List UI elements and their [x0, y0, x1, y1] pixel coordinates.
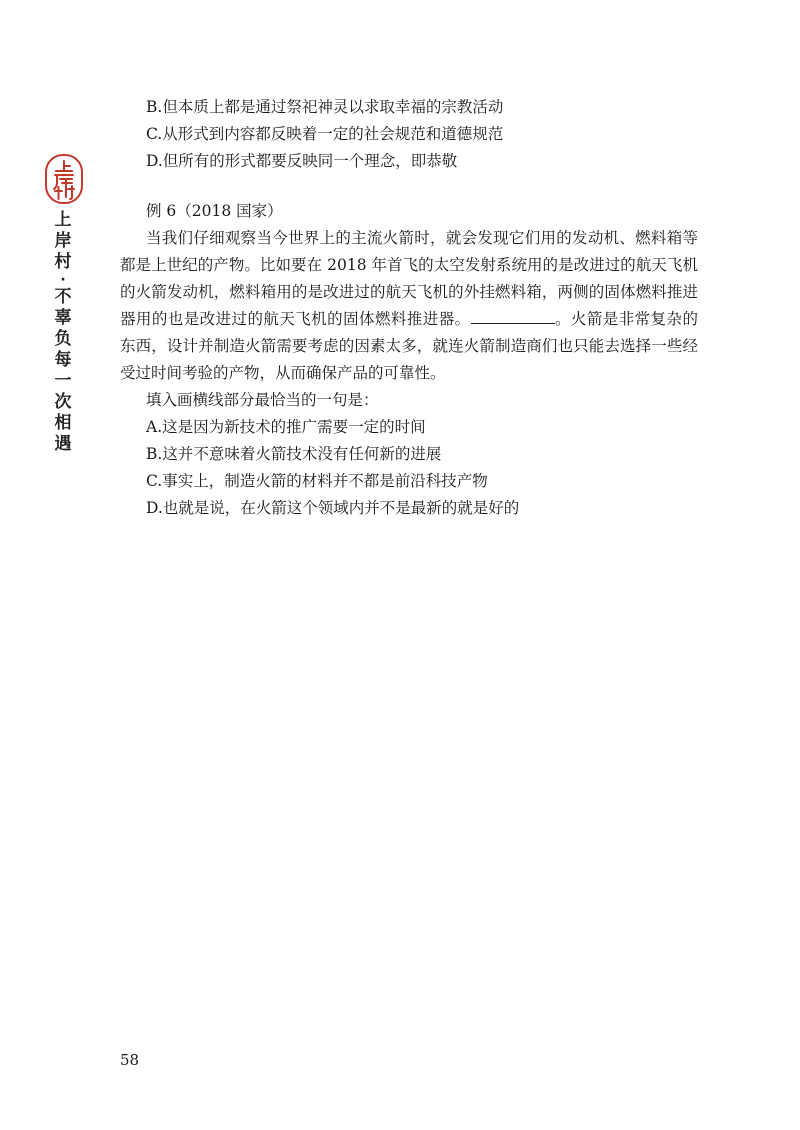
example-title: 例 6（2018 国家） — [146, 202, 283, 220]
slogan-char: 不 — [54, 287, 72, 307]
option-b: B.这并不意味着火箭技术没有任何新的进展 — [146, 445, 442, 463]
passage-before-blank: 当我们仔细观察当今世界上的主流火箭时，就会发现它们用的发动机、燃料箱等都是上世纪的产物。比如要在 2018 年首飞的太空发射系统用的是改进过的航天飞机的火箭发动机，燃料箱用的是改进过的航天飞机的外挂燃料箱，两侧的固体燃料推进器用的也是改进过的航天飞机的固体燃料推进器。 — [120, 229, 698, 328]
question-prompt: 填入画横线部分最恰当的一句是： — [146, 391, 379, 409]
example-passage — [120, 225, 698, 387]
slogan-char: 遇 — [54, 434, 72, 454]
slogan-char: 每 — [54, 350, 72, 370]
slogan-char: 辜 — [54, 308, 72, 328]
slogan-separator: · — [60, 272, 66, 288]
slogan-char: 一 — [54, 371, 72, 391]
slogan-char: 上 — [54, 210, 72, 230]
prev-option-c: C.从形式到内容都反映着一定的社会规范和道德规范 — [146, 125, 504, 143]
slogan-char: 相 — [54, 413, 72, 433]
slogan-char: 负 — [54, 329, 72, 349]
slogan-char: 村 — [54, 252, 72, 272]
page-number: 58 — [120, 1051, 140, 1069]
vertical-slogan — [53, 210, 73, 455]
prev-option-d: D.但所有的形式都要反映同一个理念，即恭敬 — [146, 152, 458, 170]
slogan-char: 岸 — [54, 231, 72, 251]
option-c: C.事实上，制造火箭的材料并不都是前沿科技产物 — [146, 472, 488, 490]
slogan-char: 次 — [54, 392, 72, 412]
answer-blank — [471, 309, 555, 324]
option-a: A.这是因为新技术的推广需要一定的时间 — [146, 418, 426, 436]
seal-logo — [44, 153, 84, 205]
prev-option-b: B.但本质上都是通过祭祀神灵以求取幸福的宗教活动 — [146, 98, 504, 116]
page-content — [120, 94, 698, 522]
passage-after-blank: 。火箭是非常复杂的东西，设计并制造火箭需要考虑的因素太多，就连火箭制造商们也只能去选择一些经受过时间考验的产物，从而确保产品的可靠性。 — [120, 310, 698, 382]
option-d: D.也就是说，在火箭这个领域内并不是最新的就是好的 — [146, 499, 520, 517]
